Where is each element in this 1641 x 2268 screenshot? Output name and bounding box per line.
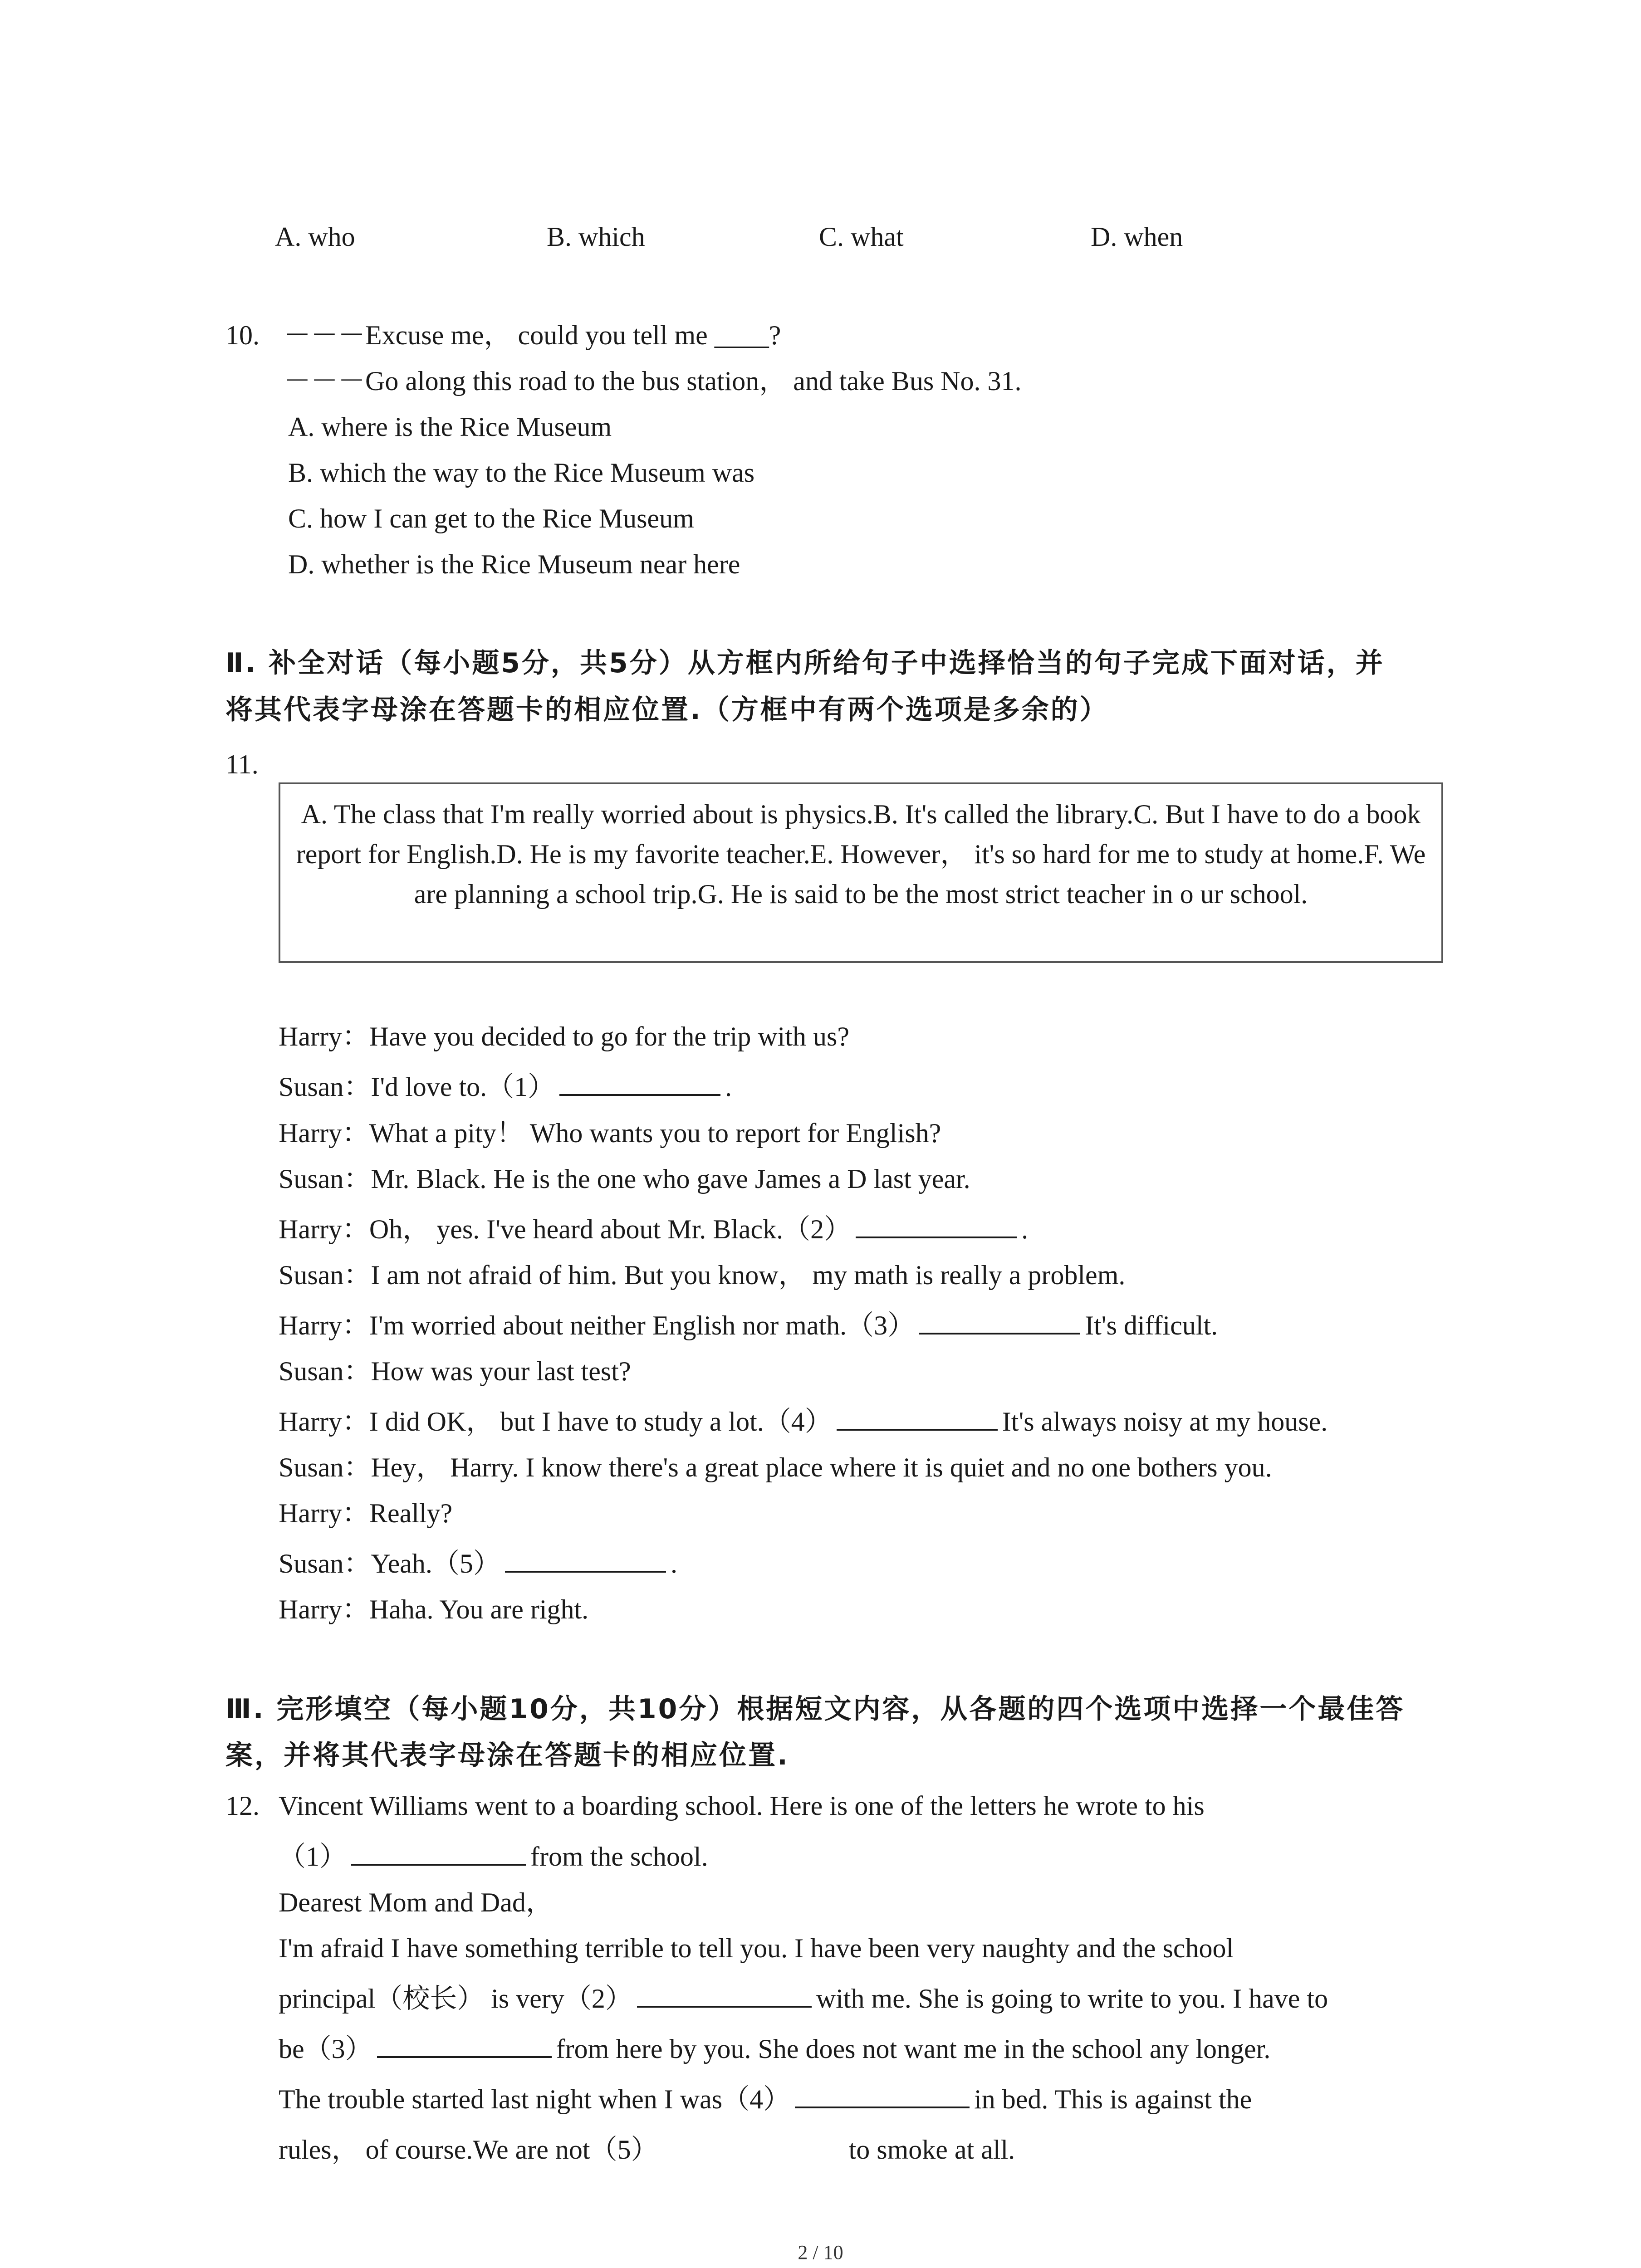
q10-answer-line: －－－Go along this road to the bus station， and take Bus No. 31. bbox=[284, 366, 1022, 396]
q12-line-7: The trouble started last night when I was（4） in bed. This is against the bbox=[279, 2081, 1252, 2117]
q12-line-5: principal（校长） is very（2） with me. She is going to write to you. I have to bbox=[279, 1980, 1328, 2017]
dialogue-line-10: Susan：Hey， Harry. I know there's a great place where it is quiet and no one bothers you. bbox=[279, 1452, 1272, 1482]
q10-question-line: －－－Excuse me， could you tell me ____? bbox=[284, 320, 781, 350]
dialogue-line-12: Susan：Yeah.（5） . bbox=[279, 1545, 677, 1582]
dialogue-line-3: Harry：What a pity！ Who wants you to report for English? bbox=[279, 1118, 941, 1148]
answer-blank-4[interactable] bbox=[837, 1403, 998, 1431]
page-number: 2 / 10 bbox=[798, 2241, 843, 2263]
q10-number: 10. bbox=[225, 320, 260, 350]
q9-option-b: B. which bbox=[547, 222, 645, 252]
q12-number: 12. bbox=[225, 1791, 260, 1821]
dialogue-line-1: Harry：Have you decided to go for the trip with us? bbox=[279, 1022, 849, 1051]
q10-option-a: A. where is the Rice Museum bbox=[288, 412, 612, 442]
dialogue-line-2: Susan：I'd love to.（1） . bbox=[279, 1069, 732, 1105]
dialogue-line-9: Harry：I did OK， but I have to study a lot.（4） It's always noisy at my house. bbox=[279, 1403, 1327, 1440]
dialogue-line-6: Susan：I am not afraid of him. But you know， my math is really a problem. bbox=[279, 1260, 1126, 1290]
dialogue-line-11: Harry：Really? bbox=[279, 1498, 453, 1528]
q12-letter-greeting: Dearest Mom and Dad， bbox=[279, 1887, 553, 1917]
section-2-heading-line1: Ⅱ. 补全对话（每小题5分，共5分）从方框内所给句子中选择恰当的句子完成下面对话，并 bbox=[225, 647, 1385, 679]
q9-option-c: C. what bbox=[819, 222, 904, 252]
dialogue-line-4: Susan：Mr. Black. He is the one who gave James a D last year. bbox=[279, 1164, 970, 1194]
cloze-blank-1[interactable] bbox=[351, 1838, 526, 1866]
cloze-blank-4[interactable] bbox=[795, 2081, 970, 2108]
q10-option-d: D. whether is the Rice Museum near here bbox=[288, 549, 740, 579]
section-3-heading-line2: 案，并将其代表字母涂在答题卡的相应位置. bbox=[225, 1740, 789, 1771]
dialogue-line-8: Susan：How was your last test? bbox=[279, 1356, 631, 1386]
q11-options-box: A. The class that I'm really worried about is physics.B. It's called the library.C. But I have to do a book report for English.D. He is my favorite teacher.E. However， it's so hard for me to study at home.F. We are planning a school trip.G. He is said to be the most strict teacher in o ur school. bbox=[279, 782, 1443, 963]
dialogue-line-7: Harry：I'm worried about neither English nor math.（3） It's difficult. bbox=[279, 1307, 1218, 1344]
answer-blank-2[interactable] bbox=[856, 1211, 1017, 1238]
section-3-heading-line1: Ⅲ. 完形填空（每小题10分，共10分）根据短文内容，从各题的四个选项中选择一个最佳答 bbox=[225, 1693, 1405, 1725]
answer-blank-3[interactable] bbox=[919, 1307, 1080, 1334]
q12-line-8: rules， of course.We are not（5） to smoke at all. bbox=[279, 2135, 1015, 2165]
dialogue-line-5: Harry：Oh， yes. I've heard about Mr. Black.（2） . bbox=[279, 1211, 1028, 1247]
q9-option-d: D. when bbox=[1091, 222, 1183, 252]
cloze-blank-3[interactable] bbox=[377, 2031, 552, 2058]
q12-line-4: I'm afraid I have something terrible to tell you. I have been very naughty and the school bbox=[279, 1933, 1234, 1963]
q12-line-6: be（3） from here by you. She does not want me in the school any longer. bbox=[279, 2031, 1270, 2067]
cloze-blank-2[interactable] bbox=[637, 1980, 812, 2008]
answer-blank-5[interactable] bbox=[505, 1545, 666, 1573]
answer-blank-1[interactable] bbox=[559, 1069, 720, 1096]
q10-option-b: B. which the way to the Rice Museum was bbox=[288, 458, 755, 488]
q12-line-2: （1） from the school. bbox=[279, 1838, 708, 1875]
q11-number: 11. bbox=[225, 749, 259, 779]
section-2-heading-line2: 将其代表字母涂在答题卡的相应位置.（方框中有两个选项是多余的） bbox=[225, 694, 1109, 726]
q9-option-a: A. who bbox=[275, 222, 355, 252]
q12-line-1: Vincent Williams went to a boarding school. Here is one of the letters he wrote to his bbox=[279, 1791, 1205, 1821]
dialogue-line-13: Harry：Haha. You are right. bbox=[279, 1594, 589, 1624]
q10-option-c: C. how I can get to the Rice Museum bbox=[288, 503, 694, 533]
